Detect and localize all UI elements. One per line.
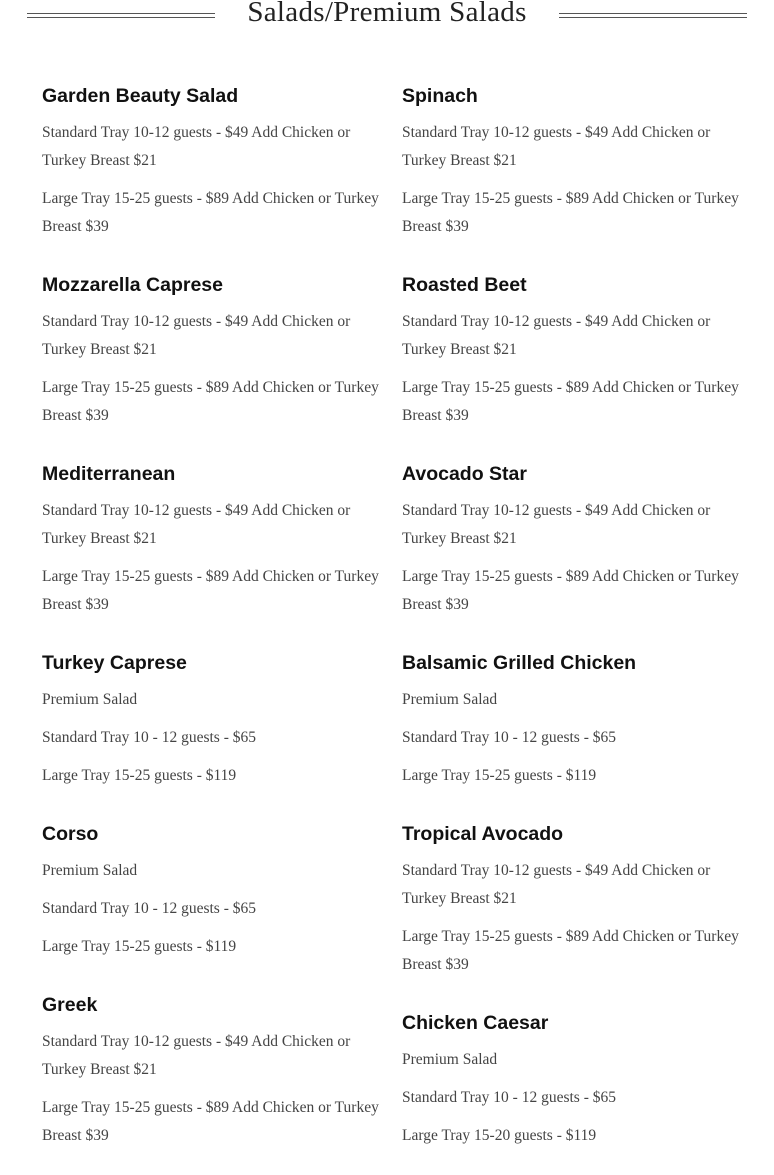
item-name: Turkey Caprese xyxy=(42,652,187,674)
item-name: Corso xyxy=(42,823,99,845)
item-name: Mozzarella Caprese xyxy=(42,274,223,296)
item-price-line: Large Tray 15-25 guests - $89 Add Chicken or Turkey Breast $39 xyxy=(42,568,379,613)
item-name: Tropical Avocado xyxy=(402,823,564,845)
item-price-line: Large Tray 15-25 guests - $119 xyxy=(42,767,237,784)
item-price-line: Standard Tray 10-12 guests - $49 Add Chicken or Turkey Breast $21 xyxy=(42,1033,351,1078)
menu-item-garden-beauty-salad xyxy=(42,85,382,251)
menu-item-turkey-caprese xyxy=(42,652,382,800)
item-category-label: Premium Salad xyxy=(42,691,138,708)
item-name: Mediterranean xyxy=(42,463,176,485)
item-name: Roasted Beet xyxy=(402,274,527,296)
item-price-line: Standard Tray 10-12 guests - $49 Add Chicken or Turkey Breast $21 xyxy=(402,124,711,169)
item-price-line: Standard Tray 10-12 guests - $49 Add Chicken or Turkey Breast $21 xyxy=(42,124,351,169)
item-name: Chicken Caesar xyxy=(402,1012,549,1034)
item-name: Avocado Star xyxy=(402,463,527,485)
item-price-line: Standard Tray 10-12 guests - $49 Add Chicken or Turkey Breast $21 xyxy=(402,502,711,547)
item-category-label: Premium Salad xyxy=(402,691,498,708)
item-category-label: Premium Salad xyxy=(42,862,138,879)
menu-item-spinach xyxy=(402,85,742,251)
item-price-line: Large Tray 15-25 guests - $89 Add Chicken or Turkey Breast $39 xyxy=(42,1099,379,1144)
section-header xyxy=(0,0,774,34)
item-name: Greek xyxy=(42,994,98,1016)
item-name: Garden Beauty Salad xyxy=(42,85,239,107)
item-price-line: Large Tray 15-25 guests - $89 Add Chicken or Turkey Breast $39 xyxy=(402,568,739,613)
item-price-line: Large Tray 15-25 guests - $89 Add Chicken or Turkey Breast $39 xyxy=(402,190,739,235)
item-price-line: Standard Tray 10 - 12 guests - $65 xyxy=(402,1089,616,1106)
item-price-line: Standard Tray 10-12 guests - $49 Add Chicken or Turkey Breast $21 xyxy=(42,313,351,358)
item-price-line: Large Tray 15-25 guests - $89 Add Chicken or Turkey Breast $39 xyxy=(402,379,739,424)
item-price-line: Large Tray 15-20 guests - $119 xyxy=(402,1127,597,1144)
item-price-line: Standard Tray 10-12 guests - $49 Add Chicken or Turkey Breast $21 xyxy=(42,502,351,547)
item-name: Spinach xyxy=(402,85,478,107)
item-price-line: Large Tray 15-25 guests - $119 xyxy=(42,938,237,955)
menu-item-roasted-beet xyxy=(402,274,742,440)
item-price-line: Large Tray 15-25 guests - $89 Add Chicken or Turkey Breast $39 xyxy=(42,190,379,235)
item-name: Balsamic Grilled Chicken xyxy=(402,652,637,674)
menu-item-avocado-star xyxy=(402,463,742,629)
item-price-line: Standard Tray 10 - 12 guests - $65 xyxy=(42,729,256,746)
menu-item-corso xyxy=(42,823,382,971)
item-price-line: Large Tray 15-25 guests - $89 Add Chicken or Turkey Breast $39 xyxy=(402,928,739,973)
item-price-line: Standard Tray 10 - 12 guests - $65 xyxy=(42,900,256,917)
item-price-line: Standard Tray 10-12 guests - $49 Add Chicken or Turkey Breast $21 xyxy=(402,862,711,907)
menu-item-balsamic-grilled-chicken xyxy=(402,652,742,800)
page-title: Salads/Premium Salads xyxy=(247,0,527,28)
item-price-line: Large Tray 15-25 guests - $89 Add Chicken or Turkey Breast $39 xyxy=(42,379,379,424)
header-rule-right xyxy=(559,13,747,18)
item-price-line: Standard Tray 10 - 12 guests - $65 xyxy=(402,729,616,746)
item-price-line: Large Tray 15-25 guests - $119 xyxy=(402,767,597,784)
item-category-label: Premium Salad xyxy=(402,1051,498,1068)
menu-item-chicken-caesar xyxy=(402,1012,742,1160)
menu-item-greek xyxy=(42,994,382,1160)
item-price-line: Standard Tray 10-12 guests - $49 Add Chicken or Turkey Breast $21 xyxy=(402,313,711,358)
menu-item-tropical-avocado xyxy=(402,823,742,989)
menu-item-mozzarella-caprese xyxy=(42,274,382,440)
menu-item-mediterranean xyxy=(42,463,382,629)
